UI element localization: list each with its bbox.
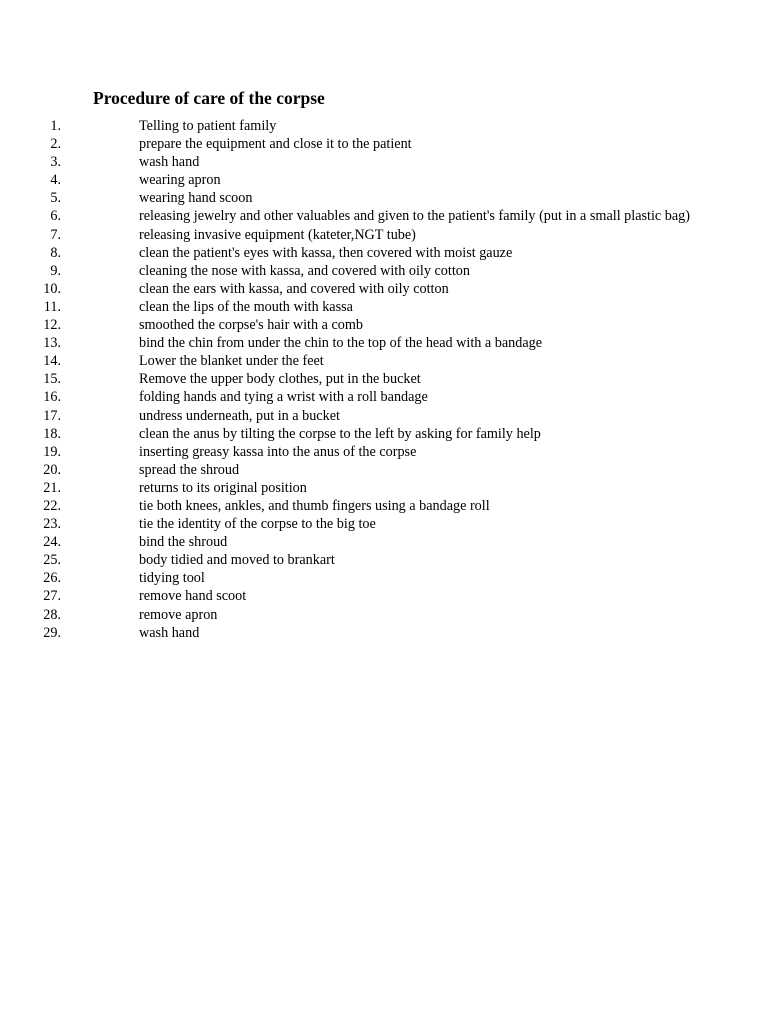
list-item [0,189,699,207]
list-item [0,479,699,497]
step-number: 14. [43,353,61,370]
list-item [0,624,699,642]
step-text: Telling to patient family [139,118,277,134]
list-item [0,425,699,443]
list-item [0,569,699,587]
step-text: remove hand scoot [139,588,247,605]
step-number: 6. [50,208,61,225]
step-text: returns to its original position [139,479,307,496]
list-item [0,298,699,316]
list-item [0,171,699,189]
list-item [0,352,699,370]
step-number: 29. [43,624,61,641]
step-number: 3. [50,154,61,171]
step-text: body tidied and moved to brankart [139,552,335,569]
procedure-steps-list [0,117,768,642]
step-text: tie both knees, ankles, and thumb fingers using a bandage roll [139,497,490,514]
list-item [0,280,699,298]
step-text: smoothed the corpse's hair with a comb [139,317,363,334]
step-number: 15. [43,371,61,388]
step-text: wearing hand scoon [139,190,253,207]
step-text: bind the shroud [139,534,228,551]
list-item [0,262,699,280]
step-text: folding hands and tying a wrist with a roll bandage [139,389,428,406]
step-text: clean the patient's eyes with kassa, then covered with moist gauze [139,244,513,261]
list-item [0,244,699,262]
list-item [0,388,699,406]
step-number: 16. [43,389,61,406]
step-number: 2. [50,136,61,153]
step-text: clean the lips of the mouth with kassa [139,298,353,315]
step-text: spread the shroud [139,461,240,478]
step-number: 8. [50,244,61,261]
step-number: 1. [50,118,61,134]
list-item [0,461,699,479]
step-number: 9. [50,262,61,279]
step-number: 10. [43,280,61,297]
list-item [0,551,699,569]
step-number: 27. [43,588,61,605]
step-text: cleaning the nose with kassa, and covered with oily cotton [139,262,470,279]
step-number: 24. [43,534,61,551]
list-item [0,117,699,135]
step-number: 5. [50,190,61,207]
list-item [0,370,699,388]
step-text: Remove the upper body clothes, put in the bucket [139,371,421,388]
step-text: tie the identity of the corpse to the big toe [139,516,376,533]
list-item [0,316,699,334]
list-item [0,515,699,533]
step-text: bind the chin from under the chin to the top of the head with a bandage [139,335,543,352]
step-number: 18. [43,425,61,442]
step-text: wash hand [139,624,200,641]
step-number: 13. [43,335,61,352]
step-number: 4. [50,172,61,189]
step-text: wearing apron [139,172,221,189]
list-item [0,443,699,461]
list-item [0,334,699,352]
step-text: inserting greasy kassa into the anus of the corpse [139,443,417,460]
step-text: releasing invasive equipment (kateter,NGT tube) [139,226,416,243]
step-number: 12. [43,317,61,334]
list-item [0,407,699,425]
step-text: releasing jewelry and other valuables and given to the patient's family (put in a small plastic bag) [139,208,690,225]
step-text: tidying tool [139,570,205,587]
list-item [0,533,699,551]
step-number: 17. [43,407,61,424]
list-item [0,135,699,153]
step-number: 21. [43,479,61,496]
page-title: Procedure of care of the corpse [93,88,325,108]
step-number: 28. [43,606,61,623]
step-text: clean the anus by tilting the corpse to the left by asking for family help [139,425,541,442]
list-item [0,606,699,624]
step-number: 7. [50,226,61,243]
list-item [0,497,699,515]
step-number: 20. [43,461,61,478]
step-number: 19. [43,443,61,460]
step-text: clean the ears with kassa, and covered with oily cotton [139,280,449,297]
list-item [0,226,699,244]
step-text: wash hand [139,154,200,171]
list-item [0,153,699,171]
step-number: 22. [43,497,61,514]
step-number: 26. [43,570,61,587]
step-number: 25. [43,552,61,569]
list-item [0,587,699,605]
step-text: prepare the equipment and close it to the patient [139,136,412,153]
step-text: undress underneath, put in a bucket [139,407,340,424]
step-text: remove apron [139,606,218,623]
step-number: 11. [43,298,61,315]
step-number: 23. [43,516,61,533]
step-text: Lower the blanket under the feet [139,353,324,370]
list-item [0,207,699,225]
